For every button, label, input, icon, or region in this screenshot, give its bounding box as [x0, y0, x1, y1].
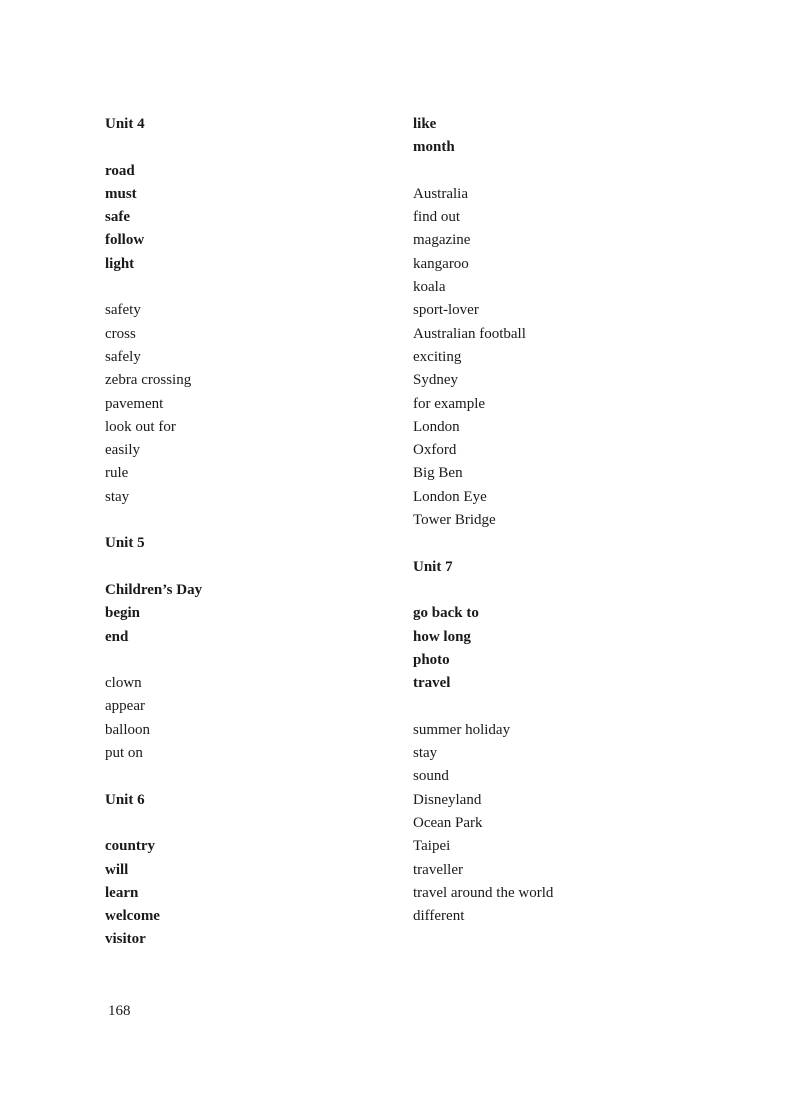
vocabulary-word: clown	[105, 675, 142, 692]
vocabulary-word: balloon	[105, 721, 150, 738]
vocabulary-word: safety	[105, 302, 141, 319]
vocabulary-word: exciting	[413, 348, 462, 365]
unit-heading: Unit 6	[105, 791, 145, 808]
vocabulary-word: koala	[413, 279, 446, 296]
blank-line	[413, 160, 713, 183]
blank-line	[413, 532, 713, 555]
unit-heading: Unit 4	[105, 116, 145, 132]
vocabulary-word: Taipei	[413, 838, 451, 855]
unit-heading: Unit 5	[105, 535, 145, 552]
vocabulary-word: Australia	[413, 185, 468, 202]
vocabulary-word: Australian football	[413, 325, 526, 342]
blank-line	[105, 765, 395, 788]
page-number: 168	[108, 1003, 131, 1019]
key-word: travel	[413, 675, 451, 692]
key-word: visitor	[105, 931, 146, 948]
blank-line	[105, 136, 395, 159]
vocabulary-word: Sydney	[413, 372, 458, 389]
key-word: how long	[413, 628, 471, 645]
key-word: begin	[105, 605, 141, 622]
vocabulary-word: look out for	[105, 418, 176, 435]
blank-line	[413, 579, 713, 602]
vocabulary-word: Tower Bridge	[413, 512, 496, 529]
key-word: light	[105, 255, 135, 272]
vocabulary-word: zebra crossing	[105, 372, 192, 389]
vocabulary-word: stay	[413, 745, 438, 762]
key-word: follow	[105, 232, 145, 249]
vocabulary-word: easily	[105, 442, 140, 459]
vocabulary-word: travel around the world	[413, 884, 554, 901]
vocabulary-word: kangaroo	[413, 255, 469, 272]
vocabulary-word: Oxford	[413, 442, 457, 459]
key-word: country	[105, 838, 155, 855]
vocabulary-column-left	[105, 113, 395, 952]
blank-line	[105, 649, 395, 672]
vocabulary-word: rule	[105, 465, 129, 482]
vocabulary-word: Big Ben	[413, 465, 463, 482]
vocabulary-word: cross	[105, 325, 136, 342]
vocabulary-word: London	[413, 418, 460, 435]
key-word: will	[105, 861, 129, 878]
vocabulary-word: sport-lover	[413, 302, 479, 319]
vocabulary-word: traveller	[413, 861, 463, 878]
blank-line	[105, 556, 395, 579]
key-word: Children’s Day	[105, 581, 203, 598]
key-word: road	[105, 162, 135, 179]
vocabulary-word: put on	[105, 745, 143, 762]
key-word: end	[105, 628, 129, 645]
vocabulary-word: Ocean Park	[413, 814, 483, 831]
vocabulary-word: stay	[105, 488, 130, 505]
key-word: month	[413, 139, 455, 156]
blank-line	[105, 509, 395, 532]
vocabulary-word: different	[413, 908, 465, 925]
key-word: like	[413, 116, 437, 132]
unit-heading: Unit 7	[413, 558, 453, 575]
vocabulary-column-right	[413, 113, 713, 928]
vocabulary-word: for example	[413, 395, 486, 412]
key-word: learn	[105, 884, 139, 901]
vocabulary-word: London Eye	[413, 488, 487, 505]
key-word: must	[105, 185, 137, 202]
vocabulary-word: Disneyland	[413, 791, 482, 808]
vocabulary-word: appear	[105, 698, 145, 715]
vocabulary-word: pavement	[105, 395, 164, 412]
vocabulary-word: safely	[105, 348, 141, 365]
blank-line	[413, 695, 713, 718]
blank-line	[105, 276, 395, 299]
key-word: photo	[413, 651, 450, 668]
key-word: go back to	[413, 605, 479, 622]
vocabulary-word: summer holiday	[413, 721, 511, 738]
key-word: safe	[105, 209, 130, 226]
vocabulary-word: sound	[413, 768, 449, 785]
vocabulary-word: magazine	[413, 232, 471, 249]
key-word: welcome	[105, 908, 160, 925]
vocabulary-word: find out	[413, 209, 461, 226]
blank-line	[105, 812, 395, 835]
